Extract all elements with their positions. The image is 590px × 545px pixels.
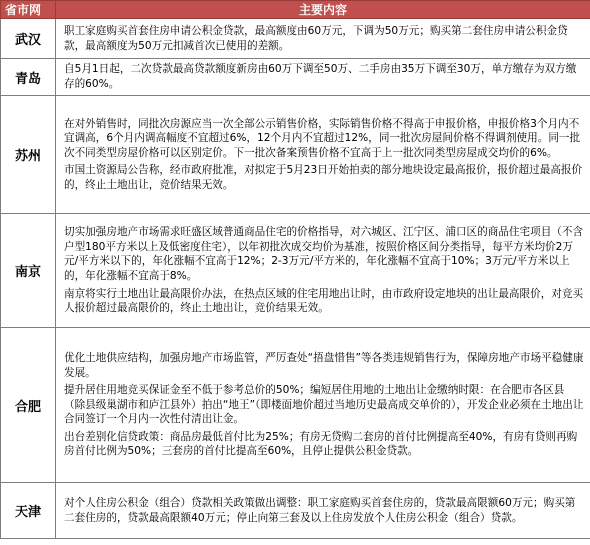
content-paragraph: 在对外销售时，同批次房源应当一次全部公示销售价格，实际销售价格不得高于申报价格，申报价格3个月内不宜调高，6个月内调高幅度不宜超过6%，12个月内不宜超过12%，同一批次房屋间价格不得调剂使用。同一批次不同类型房屋价格可以区别定价。下一批次备案预售价格不宜高于上一批次同类型房屋成交均价的6%。 (64, 117, 581, 159)
content-paragraph: 切实加强房地产市场需求旺盛区域普通商品住宅的价格指导，对六城区、江宁区、浦口区的商品住宅项目（不含户型180平方米以上及低密度住宅），以年初批次成交均价为基准，按照价格区间分类指导，每平方米均价2万元/平方米以下的，年化涨幅不宜高于12%；2-3万元/平方米的，年化涨幅不宜高于10%；3万元/平方米以上的，年化涨幅不宜高于8%。 (64, 226, 584, 282)
content-cell (56, 328, 590, 483)
content-cell (56, 59, 590, 96)
table-row (1, 19, 590, 59)
content-column-header: 主要内容 (56, 1, 590, 19)
table-header-row (1, 1, 590, 19)
content-paragraph: 出台差别化信贷政策：商品房最低首付比为25%；有房无贷购二套房的首付比例提高至40%，有房有贷则再购房首付比例为50%；三套房的首付比提高至60%，且停止提供公积金贷款。 (64, 430, 578, 458)
city-cell: 天津 (1, 483, 56, 539)
content-cell (56, 214, 590, 328)
content-paragraph: 自5月1日起，二次贷款最高贷款额度新房由60万下调至50万、二手房由35万下调至30万，单方缴存为双方缴存的60%。 (64, 63, 577, 90)
content-cell (56, 19, 590, 59)
city-cell: 苏州 (1, 96, 56, 214)
table-row (1, 483, 590, 539)
content-paragraph: 职工家庭购买首套住房申请公积金贷款，最高额度由60万元，下调为50万元；购买第二套住房申请公积金贷款，最高额度为50万元扣减首次已使用的差额。 (64, 24, 568, 52)
city-cell: 南京 (1, 214, 56, 328)
content-paragraph: 南京将实行土地出让最高限价办法，在热点区域的住宅用地出让时，由市政府设定地块的出让最高限价，对竞买人报价超过最高限价的，终止土地出让，竞价结果无效。 (64, 287, 584, 315)
table-row (1, 214, 590, 328)
content-paragraph: 市国土资源局公告称，经市政府批准，对拟定于5月23日开始拍卖的部分地块设定最高报价，报价超过最高报价的，终止土地出让，竞价结果无效。 (64, 164, 583, 191)
table-row (1, 59, 590, 96)
city-cell: 合肥 (1, 328, 56, 483)
province-column-header: 省市网 (1, 1, 56, 19)
table-row (1, 328, 590, 483)
content-cell (56, 96, 590, 214)
content-paragraph: 对个人住房公积金（组合）贷款相关政策做出调整：职工家庭购买首套住房的，贷款最高限额60万元；购买第二套住房的，贷款最高限额40万元；停止向第三套及以上住房发放个人住房公积金（组合）贷款。 (64, 496, 576, 524)
table-row (1, 96, 590, 214)
content-paragraph: 提升居住用地竞买保证金至不低于参考总价的50%；编短居住用地的土地出让金缴纳时限：在合肥市各区县（除县级巢湖市和庐江县外）拍出“地王”（即楼面地价超过当地历史最高成交单价的），开发企业必须在土地出让合同签订一个月内一次性付清出让金。 (64, 384, 584, 426)
city-cell: 青岛 (1, 59, 56, 96)
content-paragraph: 优化土地供应结构，加强房地产市场监管，严厉查处“捂盘惜售”等各类违规销售行为，保障房地产市场平稳健康发展。 (64, 351, 584, 379)
city-cell: 武汉 (1, 19, 56, 59)
content-cell (56, 483, 590, 539)
